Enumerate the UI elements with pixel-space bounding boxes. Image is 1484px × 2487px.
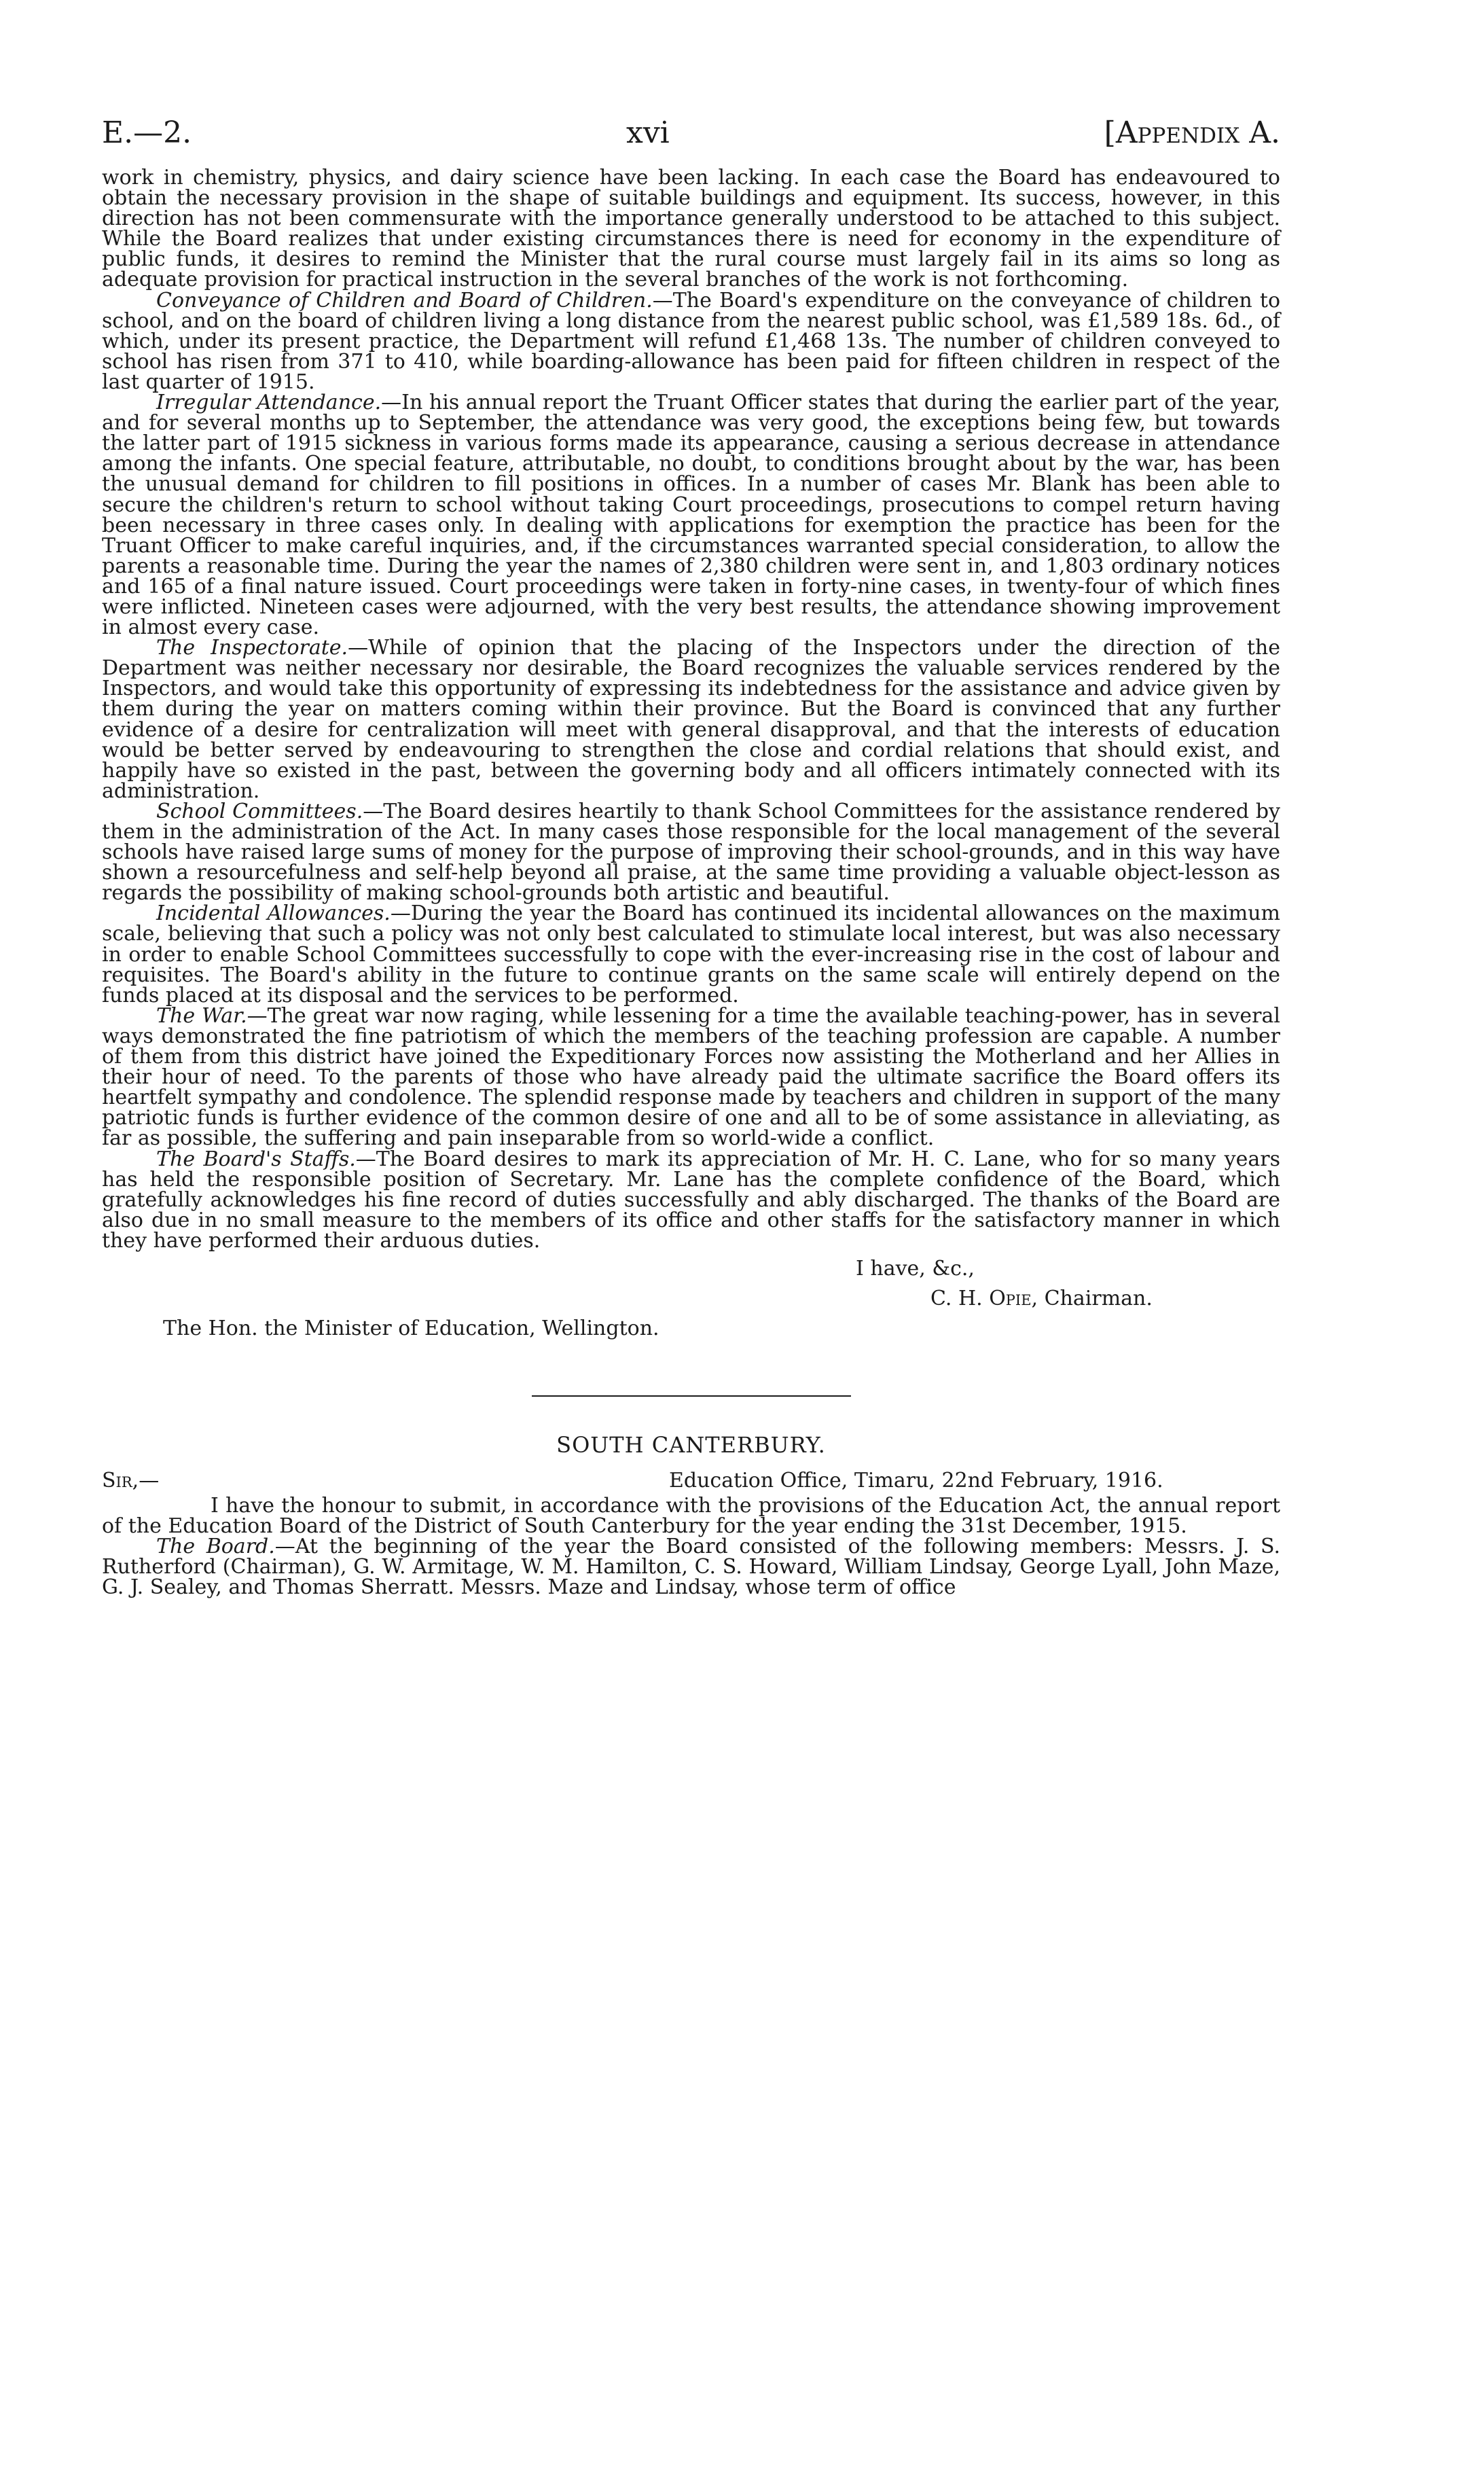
paragraph-heading: Irregular Attendance.: [156, 391, 382, 415]
paragraph-heading: Conveyance of Children and Board of Children.: [156, 288, 653, 312]
paragraph-school-committees: School Committees.—The Board desires heartily to thank School Committees for the assistance rendered by them in the administration of the Act. In many cases those responsible for the local management of the several schools have raised large sums of money for the purpose of improving their school-grounds, and in this way have shown a resourcefulness and self-help beyond all praise, at the same time providing a valuable object-lesson as regards the possibility of making school-grounds both artistic and beautiful.: [102, 799, 1281, 906]
addressee: The Hon. the Minister of Education, Wellington.: [163, 1316, 659, 1340]
paragraph-heading: Incidental Allowances.: [156, 901, 391, 926]
salutation-line: [102, 1469, 1280, 1496]
paragraph-the-war: The War.—The great war now raging, while lessening for a time the available teaching-power, has in several ways demonstrated the fine patriotism of which the members of the teaching profession are capable. A number of them from this district have joined the Expeditionary Forces now assisting the Motherland and her Allies in their hour of need. To the parents of those who have already paid the ultimate sacrifice the Board offers its heartfelt sympathy and condolence. The splendid response made by teachers and children in support of the many patriotic funds is further evidence of the common desire of one and all to be of some assistance in alleviating, as far as possible, the suffering and pain inseparable from so world-wide a conflict.: [102, 1003, 1280, 1151]
letter-closing: [102, 1251, 1280, 1353]
section-divider: [532, 1395, 851, 1397]
paragraph-irregular-attendance: Irregular Attendance.—In his annual report the Truant Officer states that during the earlier part of the year, and for several months up to September, the attendance was very good, the exceptions being few, but towards the latter part of 1915 sickness in various forms made its appearance, causing a serious decrease in attendance among the infants. One special feature, attributable, no doubt, to conditions brought about by the war, has been the unusual demand for children to fill positions in offices. In a number of cases Mr. Blank has been able to secure the children's return to school without taking Court proceedings, prosecutions to compel return having been necessary in three cases only. In dealing with applications for exemption the practice has been for the Truant Officer to make careful inquiries, and, if the circumstances warranted special consideration, to allow the parents a reasonable time. During the year the names of 2,380 children were sent in, and 1,803 ordinary notices and 165 of a final nature issued. Court proceedings were taken in forty-nine cases, in twenty-four of which fines were inflicted. Nineteen cases were adjourned, with the very best results, the attendance showing improvement in almost every case.: [102, 391, 1280, 640]
paragraph-heading: School Committees.: [156, 799, 363, 823]
report-reference: E.—2.: [102, 115, 192, 150]
section-title: SOUTH CANTERBURY.: [556, 1431, 826, 1458]
paragraph-inspectorate: The Inspectorate.—While of opinion that the placing of the Inspectors under the direction of the Department was neither necessary nor desirable, the Board recognizes the valuable services rendered by the Inspectors, and would take this opportunity of expressing its indebtedness for the assistance and advice given by them during the year on matters coming within their province. But the Board is convinced that any further evidence of a desire for centralization will meet with general disapproval, and that the interests of education would be better served by endeavouring to strengthen the close and cordial relations that should exist, and happily have so existed in the past, between the governing body and all officers intimately connected with its administration.: [102, 636, 1280, 803]
page-number: xvi: [626, 115, 670, 150]
signatory-name: C. H. Opie: [930, 1286, 1032, 1310]
closing-phrase: I have, &c.,: [856, 1256, 975, 1281]
paragraph-heading: The Board's Staffs.: [156, 1147, 356, 1171]
salutation: Sir,—: [102, 1468, 160, 1492]
paragraph-the-board: The Board.—At the beginning of the year the Board consisted of the following members: Messrs. J. S. Rutherford (Chairman), G. W. Armitage, W. M. Hamilton, C. S. Howard, William Lindsay, George Lyall, John Maze, G. J. Sealey, and Thomas Sherratt. Messrs. Maze and Lindsay, whose term of office: [102, 1535, 1280, 1600]
paragraph-board-staffs: The Board's Staffs.—The Board desires to mark its appreciation of Mr. H. C. Lane, who for so many years has held the responsible position of Secretary. Mr. Lane has the complete confidence of the Board, which gratefully acknowledges his fine record of duties successfully and ably discharged. The thanks of the Board are also due in no small measure to the members of its office and other staffs for the satisfactory manner in which they have performed their arduous duties.: [102, 1147, 1280, 1253]
paragraph-heading: The Board.: [156, 1535, 275, 1559]
south-canterbury-body: [102, 1493, 1280, 1600]
page-header: [102, 115, 1280, 150]
report-body: [102, 168, 1280, 1251]
paragraph-conveyance: Conveyance of Children and Board of Children.—The Board's expenditure on the conveyance of children to school, and on the board of children living a long distance from the nearest public school, was £1,589 18s. 6d., of which, under its present practice, the Department will refund £1,468 13s. The number of children conveyed to school has risen from 371 to 410, while boarding-allowance has been paid for fifteen children in respect of the last quarter of 1915.: [102, 288, 1281, 394]
signature: [930, 1287, 1153, 1310]
paragraph-incidental-allowances: Incidental Allowances.—During the year the Board has continued its incidental allowances on the maximum scale, believing that such a policy was not only best calculated to stimulate local interest, but was also necessary in order to enable School Committees successfully to cope with the ever-increasing rise in the cost of labour and requisites. The Board's ability in the future to continue grants on the same scale will entirely depend on the funds placed at its disposal and the services to be performed.: [102, 901, 1280, 1007]
paragraph-rural-course: work in chemistry, physics, and dairy science have been lacking. In each case the Board has endeavoured to obtain the necessary provision in the shape of suitable buildings and equipment. Its success, however, in this direction has not been commensurate with the importance generally understood to be attached to this subject. While the Board realizes that under existing circumstances there is need for economy in the expenditure of public funds, it desires to remind the Minister that the rural course must largely fail in its aims so long as adequate provision for practical instruction in the several branches of the work is not forthcoming.: [102, 166, 1280, 292]
paragraph-heading: The War.: [156, 1003, 247, 1028]
paragraph-intro: I have the honour to submit, in accordance with the provisions of the Education Act, the annual report of the Education Board of the District of South Canterbury for the year ending the 31st December, 1915.: [102, 1493, 1280, 1539]
paragraph-heading: The Inspectorate.: [156, 636, 348, 660]
office-dateline: Education Office, Timaru, 22nd February, 1916.: [669, 1468, 1163, 1492]
document-page: [102, 115, 1280, 1598]
signatory-title: , Chairman.: [1031, 1286, 1153, 1310]
appendix-label: [Appendix A.: [1104, 115, 1280, 150]
